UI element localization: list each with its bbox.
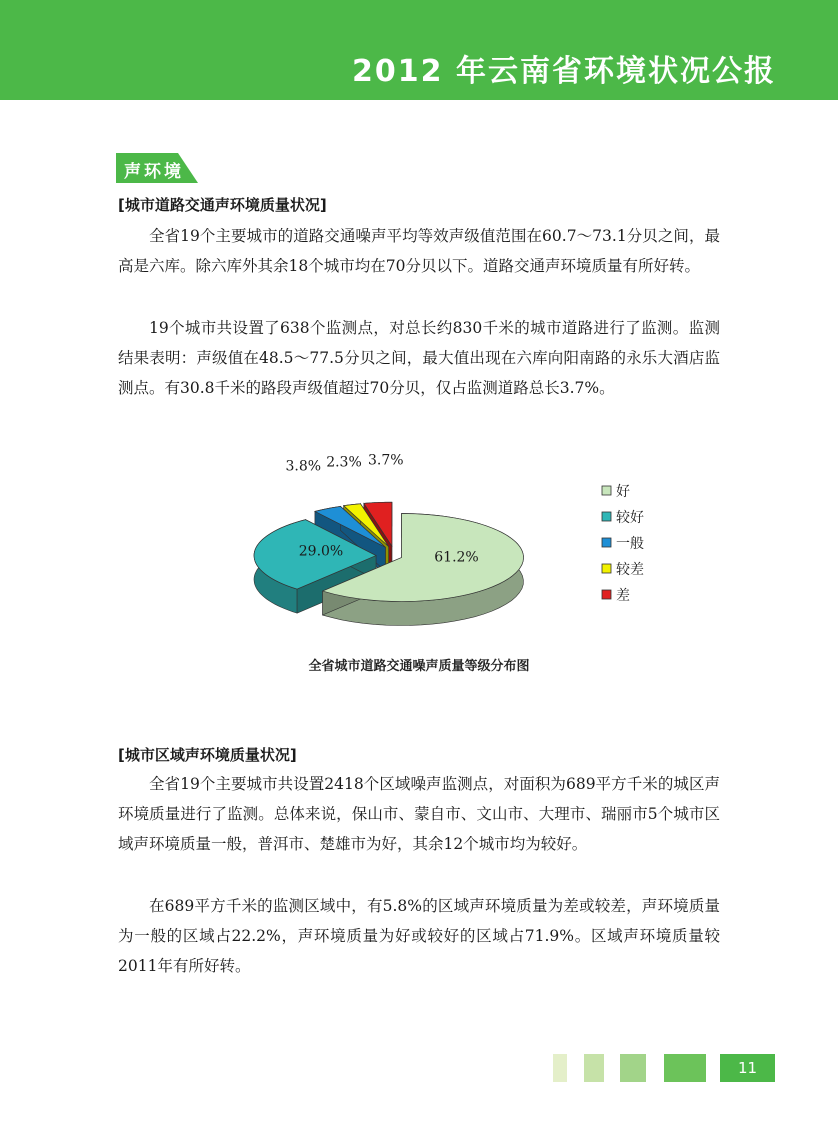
legend-label-average: 一般	[616, 536, 644, 552]
footer-square-3	[620, 1054, 646, 1082]
footer-square-4	[664, 1054, 706, 1082]
area-paragraph-2: 在689平方千米的监测区域中，有5.8%的区域声环境质量为差或较差，声环境质量为一般的区域占22.2%，声环境质量为好或较好的区域占71.9%。区域声环境质量较2011年有所好转。	[118, 897, 720, 975]
value-label-poor: 3.7%	[368, 452, 404, 469]
page-title: 2012 年云南省环境状况公报	[352, 54, 776, 89]
footer-square-2	[584, 1054, 604, 1082]
legend-swatch-average	[602, 538, 611, 547]
road-paragraph-2: 19个城市共设置了638个监测点，对总长约830千米的城市道路进行了监测。监测结果表明：声级值在48.5～77.5分贝之间，最大值出现在六库向阳南路的永乐大酒店监测点。有30.8千米的路段声级值超过70分贝，仅占监测道路总长3.7%。	[118, 319, 720, 397]
legend-label-poor: 差	[616, 588, 630, 604]
section-title: 声环境	[124, 162, 184, 182]
page-number: 11	[720, 1054, 775, 1082]
legend-swatch-poor	[602, 590, 611, 599]
value-label-average: 3.8%	[285, 458, 322, 475]
road-paragraph-1: 全省19个主要城市的道路交通噪声平均等效声级值范围在60.7～73.1分贝之间，最高是六库。除六库外其余18个城市均在70分贝以下。道路交通声环境质量有所好转。	[118, 227, 720, 275]
area-heading: [城市区域声环境质量状况]	[118, 746, 297, 764]
footer-square-1	[553, 1054, 567, 1082]
legend-swatch-fairly-poor	[602, 564, 611, 573]
area-paragraph-1: 全省19个主要城市共设置2418个区域噪声监测点，对面积为689平方千米的城区声环境质量进行了监测。总体来说，保山市、蒙自市、文山市、大理市、瑞丽市5个城市区域声环境质量一般，普洱市、楚雄市为好，其余12个城市均为较好。	[118, 775, 720, 853]
road-heading: [城市道路交通声环境质量状况]	[118, 196, 327, 214]
value-label-good: 61.2%	[434, 549, 479, 566]
value-label-fairly-good: 29.0%	[298, 543, 344, 560]
legend-label-good: 好	[616, 484, 630, 500]
pie-chart	[222, 452, 662, 638]
legend-swatch-fairly-good	[602, 512, 611, 521]
legend-swatch-good	[602, 486, 611, 495]
chart-caption: 全省城市道路交通噪声质量等级分布图	[308, 659, 530, 674]
legend-label-fairly-good: 较好	[616, 510, 644, 526]
value-label-fairly-poor: 2.3%	[326, 454, 362, 471]
legend-label-fairly-poor: 较差	[616, 562, 644, 578]
